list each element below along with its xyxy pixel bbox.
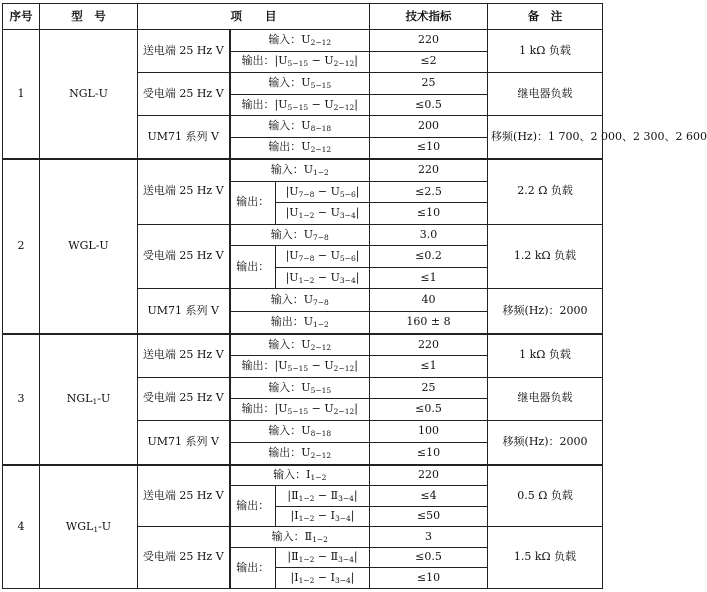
value-1a-out: ≤2 (370, 51, 488, 73)
value-3b-out: ≤0.5 (370, 399, 488, 421)
item-3c-out: 输出：U2−12 (230, 443, 370, 466)
item-2a-out1: |U7−8 − U5−6| (276, 181, 370, 203)
item-1b-out: 输出：|U5−15 − U2−12| (230, 94, 370, 116)
out-label-2b: 输出： (230, 246, 276, 289)
item-4b-in: 输入：Ⅱ1−2 (230, 527, 370, 548)
remark-3c: 移频(Hz)：2000 (488, 420, 603, 465)
item-2b-out2: |U1−2 − U3−4| (276, 267, 370, 289)
group-1a: 送电端 25 Hz V (138, 30, 230, 73)
value-3c-in: 100 (370, 420, 488, 443)
value-1b-out: ≤0.5 (370, 94, 488, 116)
item-2b-out1: |U7−8 − U5−6| (276, 246, 370, 268)
item-4a-out1: |Ⅱ1−2 − Ⅱ3−4| (276, 486, 370, 507)
model-1: NGL-U (40, 30, 138, 159)
item-4b-out1: |Ⅱ1−2 − Ⅱ3−4| (276, 547, 370, 568)
row-index-2: 2 (3, 159, 40, 334)
group-2b: 受电端 25 Hz V (138, 224, 230, 289)
item-1c-in: 输入：U8−18 (230, 116, 370, 138)
row-index-4: 4 (3, 465, 40, 588)
table-row (3, 334, 603, 356)
group-3a: 送电端 25 Hz V (138, 334, 230, 377)
remark-4a: 0.5 Ω 负载 (488, 465, 603, 527)
remark-3a: 1 kΩ 负载 (488, 334, 603, 377)
remark-2a: 2.2 Ω 负载 (488, 159, 603, 225)
item-4a-out2: |Ⅰ1−2 − Ⅰ3−4| (276, 506, 370, 527)
remark-1b: 继电器负载 (488, 73, 603, 116)
table-row (3, 159, 603, 182)
table-row (3, 30, 603, 52)
model-4: WGL1-U (40, 465, 138, 588)
row-index-1: 1 (3, 30, 40, 159)
remark-2c: 移频(Hz)：2000 (488, 289, 603, 334)
value-2a-in: 220 (370, 159, 488, 182)
item-3a-in: 输入：U2−12 (230, 334, 370, 356)
item-2a-out2: |U1−2 − U3−4| (276, 203, 370, 225)
header-item: 项 目 (138, 4, 370, 30)
remark-4b: 1.5 kΩ 负载 (488, 527, 603, 589)
model-3: NGL1-U (40, 334, 138, 465)
value-3b-in: 25 (370, 377, 488, 399)
item-2b-in: 输入：U7−8 (230, 224, 370, 246)
value-2a-out2: ≤10 (370, 203, 488, 225)
group-3b: 受电端 25 Hz V (138, 377, 230, 420)
out-label-4a: 输出： (230, 486, 276, 527)
spec-table (2, 3, 707, 589)
row-index-3: 3 (3, 334, 40, 465)
item-4b-out2: |Ⅰ1−2 − Ⅰ3−4| (276, 568, 370, 589)
table-row (3, 465, 603, 486)
item-2c-out: 输出：U1−2 (230, 311, 370, 334)
value-2b-out2: ≤1 (370, 267, 488, 289)
header-spec: 技术指标 (370, 4, 488, 30)
group-3c: UM71 系列 V (138, 420, 230, 465)
header-row (3, 4, 603, 30)
value-3a-in: 220 (370, 334, 488, 356)
value-4b-in: 3 (370, 527, 488, 548)
item-2c-in: 输入：U7−8 (230, 289, 370, 312)
group-2a: 送电端 25 Hz V (138, 159, 230, 225)
out-label-4b: 输出： (230, 547, 276, 588)
group-4b: 受电端 25 Hz V (138, 527, 230, 589)
value-4a-out2: ≤50 (370, 506, 488, 527)
item-1a-out: 输出：|U5−15 − U2−12| (230, 51, 370, 73)
value-4a-in: 220 (370, 465, 488, 486)
item-1c-out: 输出：U2−12 (230, 137, 370, 159)
value-4b-out2: ≤10 (370, 568, 488, 589)
remark-3b: 继电器负载 (488, 377, 603, 420)
value-3a-out: ≤1 (370, 356, 488, 378)
header-model: 型 号 (40, 4, 138, 30)
remark-2b: 1.2 kΩ 负载 (488, 224, 603, 289)
header-index: 序号 (3, 4, 40, 30)
value-2b-out1: ≤0.2 (370, 246, 488, 268)
remark-1a: 1 kΩ 负载 (488, 30, 603, 73)
header-remark: 备 注 (488, 4, 603, 30)
value-2c-out: 160 ± 8 (370, 311, 488, 334)
group-1b: 受电端 25 Hz V (138, 73, 230, 116)
item-2a-in: 输入：U1−2 (230, 159, 370, 182)
value-3c-out: ≤10 (370, 443, 488, 466)
group-1c: UM71 系列 V (138, 116, 230, 159)
remark-1c: 移频(Hz)：1 700、2 000、2 300、2 600 (488, 116, 603, 159)
item-1a-in: 输入：U2−12 (230, 30, 370, 52)
item-4a-in: 输入：Ⅰ1−2 (230, 465, 370, 486)
value-2a-out1: ≤2.5 (370, 181, 488, 203)
item-3b-in: 输入：U5−15 (230, 377, 370, 399)
value-2b-in: 3.0 (370, 224, 488, 246)
out-label-2a: 输出： (230, 181, 276, 224)
value-1c-out: ≤10 (370, 137, 488, 159)
group-4a: 送电端 25 Hz V (138, 465, 230, 527)
model-2: WGL-U (40, 159, 138, 334)
value-4b-out1: ≤0.5 (370, 547, 488, 568)
value-4a-out1: ≤4 (370, 486, 488, 507)
value-1a-in: 220 (370, 30, 488, 52)
item-1b-in: 输入：U5−15 (230, 73, 370, 95)
item-3b-out: 输出：|U5−15 − U2−12| (230, 399, 370, 421)
value-2c-in: 40 (370, 289, 488, 312)
value-1b-in: 25 (370, 73, 488, 95)
value-1c-in: 200 (370, 116, 488, 138)
group-2c: UM71 系列 V (138, 289, 230, 334)
item-3c-in: 输入：U8−18 (230, 420, 370, 443)
item-3a-out: 输出：|U5−15 − U2−12| (230, 356, 370, 378)
